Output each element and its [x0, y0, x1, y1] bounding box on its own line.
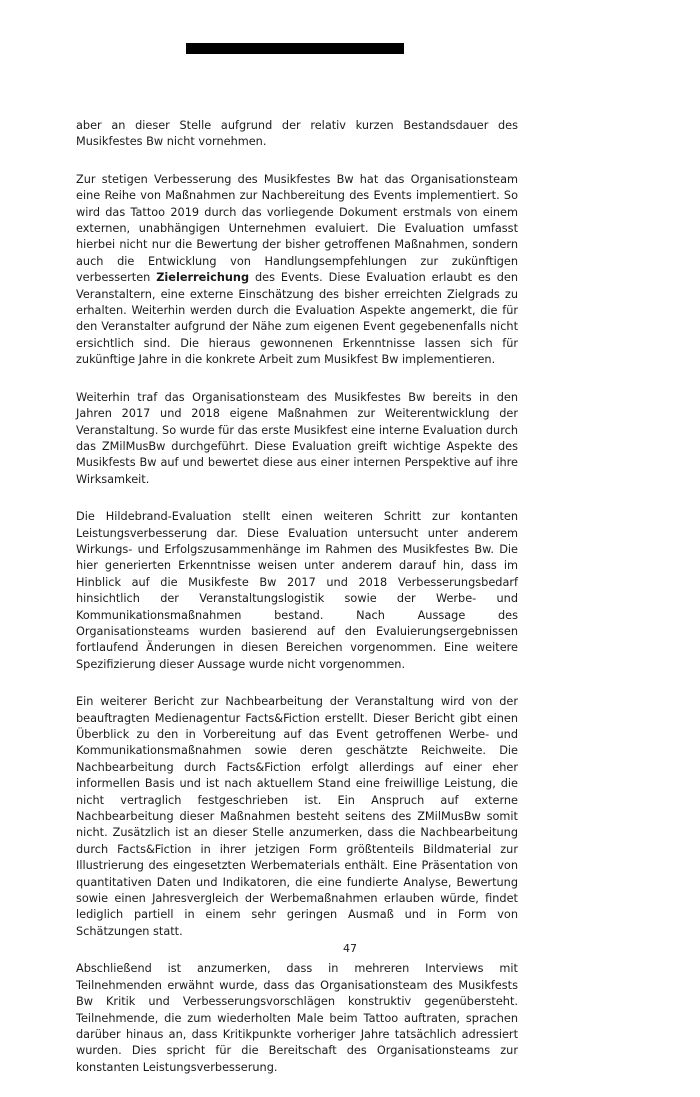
page-number: 47: [343, 942, 357, 955]
bold-term: Zielerreichung: [156, 271, 250, 285]
paragraph-conclusion: Abschließend ist anzumerken, dass in mehreren Interviews mit Teilnehmenden erwähnt wurde, dass das Organisationsteam des Musikfests Bw Kritik und Verbesserungsvorschlägen konstruktiv gegenübersteht. Teilnehmende, die zum wiederholten Male beim Tattoo auftraten, sprachen darüber hinaus an, dass Kritikpunkte vorheriger Jahre tatsächlich adressiert wurden. Dies spricht für die Bereitschaft des Organisationsteams zur konstanten Leistungsverbesserung.: [76, 962, 518, 1074]
paragraph-hildebrand-evaluation: Die Hildebrand-Evaluation stellt einen weiteren Schritt zur kontanten Leistungsverbesserung dar. Diese Evaluation untersucht unter anderem Wirkungs- und Erfolgszusammenhänge im Rahmen des Musikfestes Bw. Die hier generierten Erkenntnisse weisen unter anderem darauf hin, dass im Hinblick auf die Musikfeste Bw 2017 und 2018 Verbesserungsbedarf hinsichtlich der Veranstaltungslogistik sowie der Werbe- und Kommunikationsmaßnahmen bestand. Nach Aussage des Organisationsteams wurden basierend auf den Evaluierungsergebnissen fortlaufend Änderungen in diesen Bereichen vorgenommen. Eine weitere Spezifizierung dieser Aussage wurde nicht vorgenommen.: [76, 510, 518, 671]
paragraph-text: des Events. Diese Evaluation erlaubt es den Veranstaltern, eine externe Einschätzung des bisher erreichten Zielgrads zu erhalten. Weiterhin werden durch die Evaluation Aspekte angemerkt, die für den Veranstalter aufgrund der Nähe zum eigenen Event gegebenenfalls nicht ersichtlich sind. Die hieraus gewonnenen Erkenntnisse lassen sich für zukünftige Jahre in die konkrete Arbeit zum Musikfest Bw implementieren.: [76, 271, 518, 367]
paragraph-media-agency-report: Ein weiterer Bericht zur Nachbearbeitung der Veranstaltung wird von der beauftragten Medienagentur Facts&Fiction erstellt. Dieser Bericht gibt einen Überblick zu den in Vorbereitung auf das Event getroffenen Werbe- und Kommunikationsmaßnahmen sowie deren geschätzte Reichweite. Die Nachbearbeitung durch Facts&Fiction erfolgt allerdings auf einer eher informellen Basis und ist nach aktuellem Stand eine freiwillige Leistung, die nicht vertraglich festgeschrieben ist. Ein Anspruch auf externe Nachbearbeitung dieser Maßnahmen besteht seitens des ZMilMusBw somit nicht. Zusätzlich ist an dieser Stelle anzumerken, dass die Nachbearbeitung durch Facts&Fiction in ihrer jetzigen Form größtenteils Bildmaterial zur Illustrierung des eingesetzten Werbematerials enthält. Eine Präsentation von quantitativen Daten und Indikatoren, die eine fundierte Analyse, Bewertung sowie einen Jahresvergleich der Werbemaßnahmen erlauben würde, findet lediglich partiell in einem sehr geringen Ausmaß und in Form von Schätzungen statt.: [76, 695, 518, 938]
paragraph-text: Zur stetigen Verbesserung des Musikfestes Bw hat das Organisationsteam eine Reihe von Maßnahmen zur Nachbereitung des Events implementiert. So wird das Tattoo 2019 durch das vorliegende Dokument erstmals von einem externen, unabhängigen Unternehmen evaluiert. Die Evaluation umfasst hierbei nicht nur die Bewertung der bisher getroffenen Maßnahmen, sondern auch die Entwicklung von Handlungsempfehlungen zur zukünftigen verbesserten: [76, 172, 518, 285]
paragraph-continuation: aber an dieser Stelle aufgrund der relativ kurzen Bestandsdauer des Musikfestes Bw nicht vornehmen.: [76, 119, 518, 149]
redaction-bar: [186, 43, 404, 54]
paragraph-internal-evaluation: Weiterhin traf das Organisationsteam des Musikfestes Bw bereits in den Jahren 2017 und 2018 eigene Maßnahmen zur Weiterentwicklung der Veranstaltung. So wurde für das erste Musikfest eine interne Evaluation durch das ZMilMusBw durchgeführt. Diese Evaluation greift wichtige Aspekte des Musikfests Bw auf und bewertet diese aus einer internen Perspektive auf ihre Wirksamkeit.: [76, 390, 518, 486]
paragraph-improvement-measures: [76, 172, 518, 369]
